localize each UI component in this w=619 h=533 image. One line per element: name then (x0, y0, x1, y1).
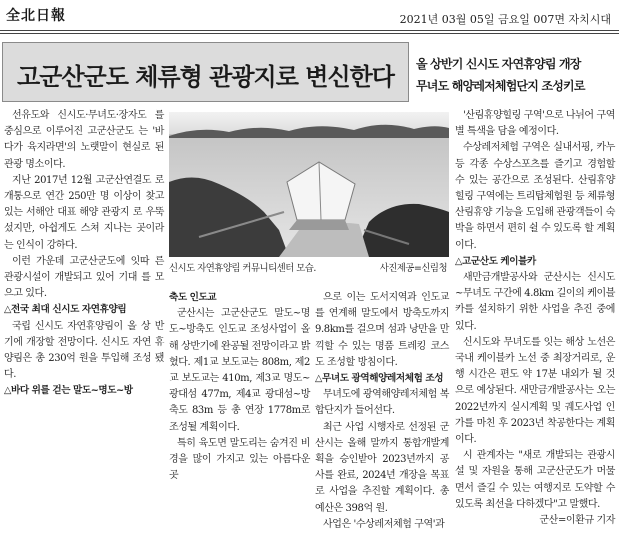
article-column-2 (169, 290, 310, 496)
article-column-3 (315, 290, 449, 530)
masthead-rule-thin (0, 33, 619, 34)
paragraph: 이런 가운데 고군산군도에 잇따 른 관광시설이 개발되고 있어 기대 를 모으고 있다. (4, 255, 164, 300)
photo-caption-row (169, 260, 449, 274)
paragraph: 선유도와 신시도·무녀도·장자도 를 중심으로 이루어진 고군산군도 는 '바다가 육지라면'의 노랫말이 현실로 된 관광 명소이다. (4, 110, 164, 170)
paragraph: 수상레저체험 구역은 실내서핑, 카누 등 각종 수상스포츠를 즐기고 경험할 수 있는 공간으로 조성된다. 산림휴양힐링 구역에는 트리탑체험원 등 체류형 산림휴양 기능을 도입해 관광객들이 숙박을 하면서 편히 쉴 수 있도록 할 계획이다. (455, 142, 615, 251)
paragraph: 새만금개발공사와 군산시는 신시도~무녀도 구간에 4.8km 길이의 케이블카를 설치하기 위한 사업을 추진 중에 있다. (455, 272, 615, 332)
paragraph: 사업은 '수상레저체험 구역'과 (323, 518, 445, 530)
paragraph: '산림휴양힐링 구역'으로 나뉘어 구역별 특색을 담을 예정이다. (455, 110, 615, 138)
article-column-4 (455, 108, 615, 527)
masthead (0, 0, 619, 30)
photo-credit: 사진제공=신림청 (379, 263, 447, 274)
section-heading: △무녀도 광역해양레저체험 조성 (315, 373, 444, 385)
headline-box (2, 42, 409, 102)
paragraph: 지난 2017년 12월 고군산연결도 로 개통으로 연간 250만 명 이상이 찾고 있는 서해안 대표 해양 관광지 로 우뚝 섰지만, 아쉽게도 스쳐 지나는 곳이라는 인식이 강하다. (4, 174, 164, 251)
section-heading: △전국 최대 신시도 자연휴양림 (4, 304, 127, 316)
paragraph: 신시도와 무녀도를 잇는 해상 노선은 국내 케이블카 노선 중 최장거리로, 운행 시간은 편도 약 17분 내외가 될 것으로 예상된다. 새만금개발공사는 오는 2022년까지 실시계획 및 궤도사업 인가를 마친 후 2023년 착공한다는 계획이다. (455, 336, 615, 446)
paragraph: 으로 이는 도서지역과 인도교를 연계해 말도에서 방축도까지 9.8km를 걸으며 섬과 낭만을 만끽할 수 있는 명품 트레킹 코스도 조성할 방침이다. (315, 292, 449, 368)
byline: 군산=이환규 기자 (539, 515, 615, 527)
paragraph: 무녀도에 광역해양레저체험 복합단지가 들어선다. (315, 389, 449, 417)
paragraph: 시 관계자는 "새로 개발되는 관광시설 및 자원을 통해 고군산군도가 머물면서 즐길 수 있는 여행지로 도약할 수 있도록 최선을 다하겠다"고 말했다. (455, 450, 615, 510)
section-heading: △고군산도 케이블카 (455, 255, 536, 267)
section-heading: 축도 인도교 (169, 292, 217, 303)
paragraph: 군산시는 고군산군도 말도~명도~방축도 인도교 조성사업이 올해 상반기에 완공될 전망이라고 밝혔다. 제1교 보도교는 808m, 제2교 보도교는 410m, 제3교 명도~광대섬 477m, 제4교 광대섬~방축도 83m 등 총 연장 1778m로 조성될 계획이다. (169, 308, 310, 433)
photo-caption: 신시도 자연휴양림 커뮤니티센터 모습. (169, 263, 316, 274)
dateline: 2021년 03월 05일 금요일 007면 자치시대 (399, 13, 611, 26)
paragraph: 특히 육도면 말도리는 숨겨진 비경을 많이 가지고 있는 아름다운 곳 (169, 437, 310, 482)
article-column-1 (4, 108, 164, 496)
newspaper-logo: 全北日報 (6, 8, 66, 24)
subhead-1: 올 상반기 신시도 자연휴양림 개장 (416, 57, 581, 71)
subhead-2: 무녀도 해양레저체험단지 조성키로 (416, 79, 585, 93)
paragraph: 최근 사업 시행자로 선정된 군산시는 올해 말까지 통합개발계획을 승인받아 2023년까지 공사를 완료, 2024년 개장을 목표로 사업을 추진할 계획이다. 총 예산은 398억 원. (315, 421, 449, 514)
article-photo (169, 112, 449, 257)
section-heading: △바다 위를 걷는 말도~명도~방 (4, 385, 133, 397)
paragraph: 국립 신시도 자연휴양림이 올 상 반기에 개장할 전망이다. 신시도 자연 휴양림은 총 230억 원을 투입해 조성 됐다. (4, 320, 164, 381)
resort-photo-illustration (169, 112, 449, 257)
headline: 고군산군도 체류형 관광지로 변신한다 (16, 62, 394, 91)
masthead-rule (0, 30, 619, 31)
